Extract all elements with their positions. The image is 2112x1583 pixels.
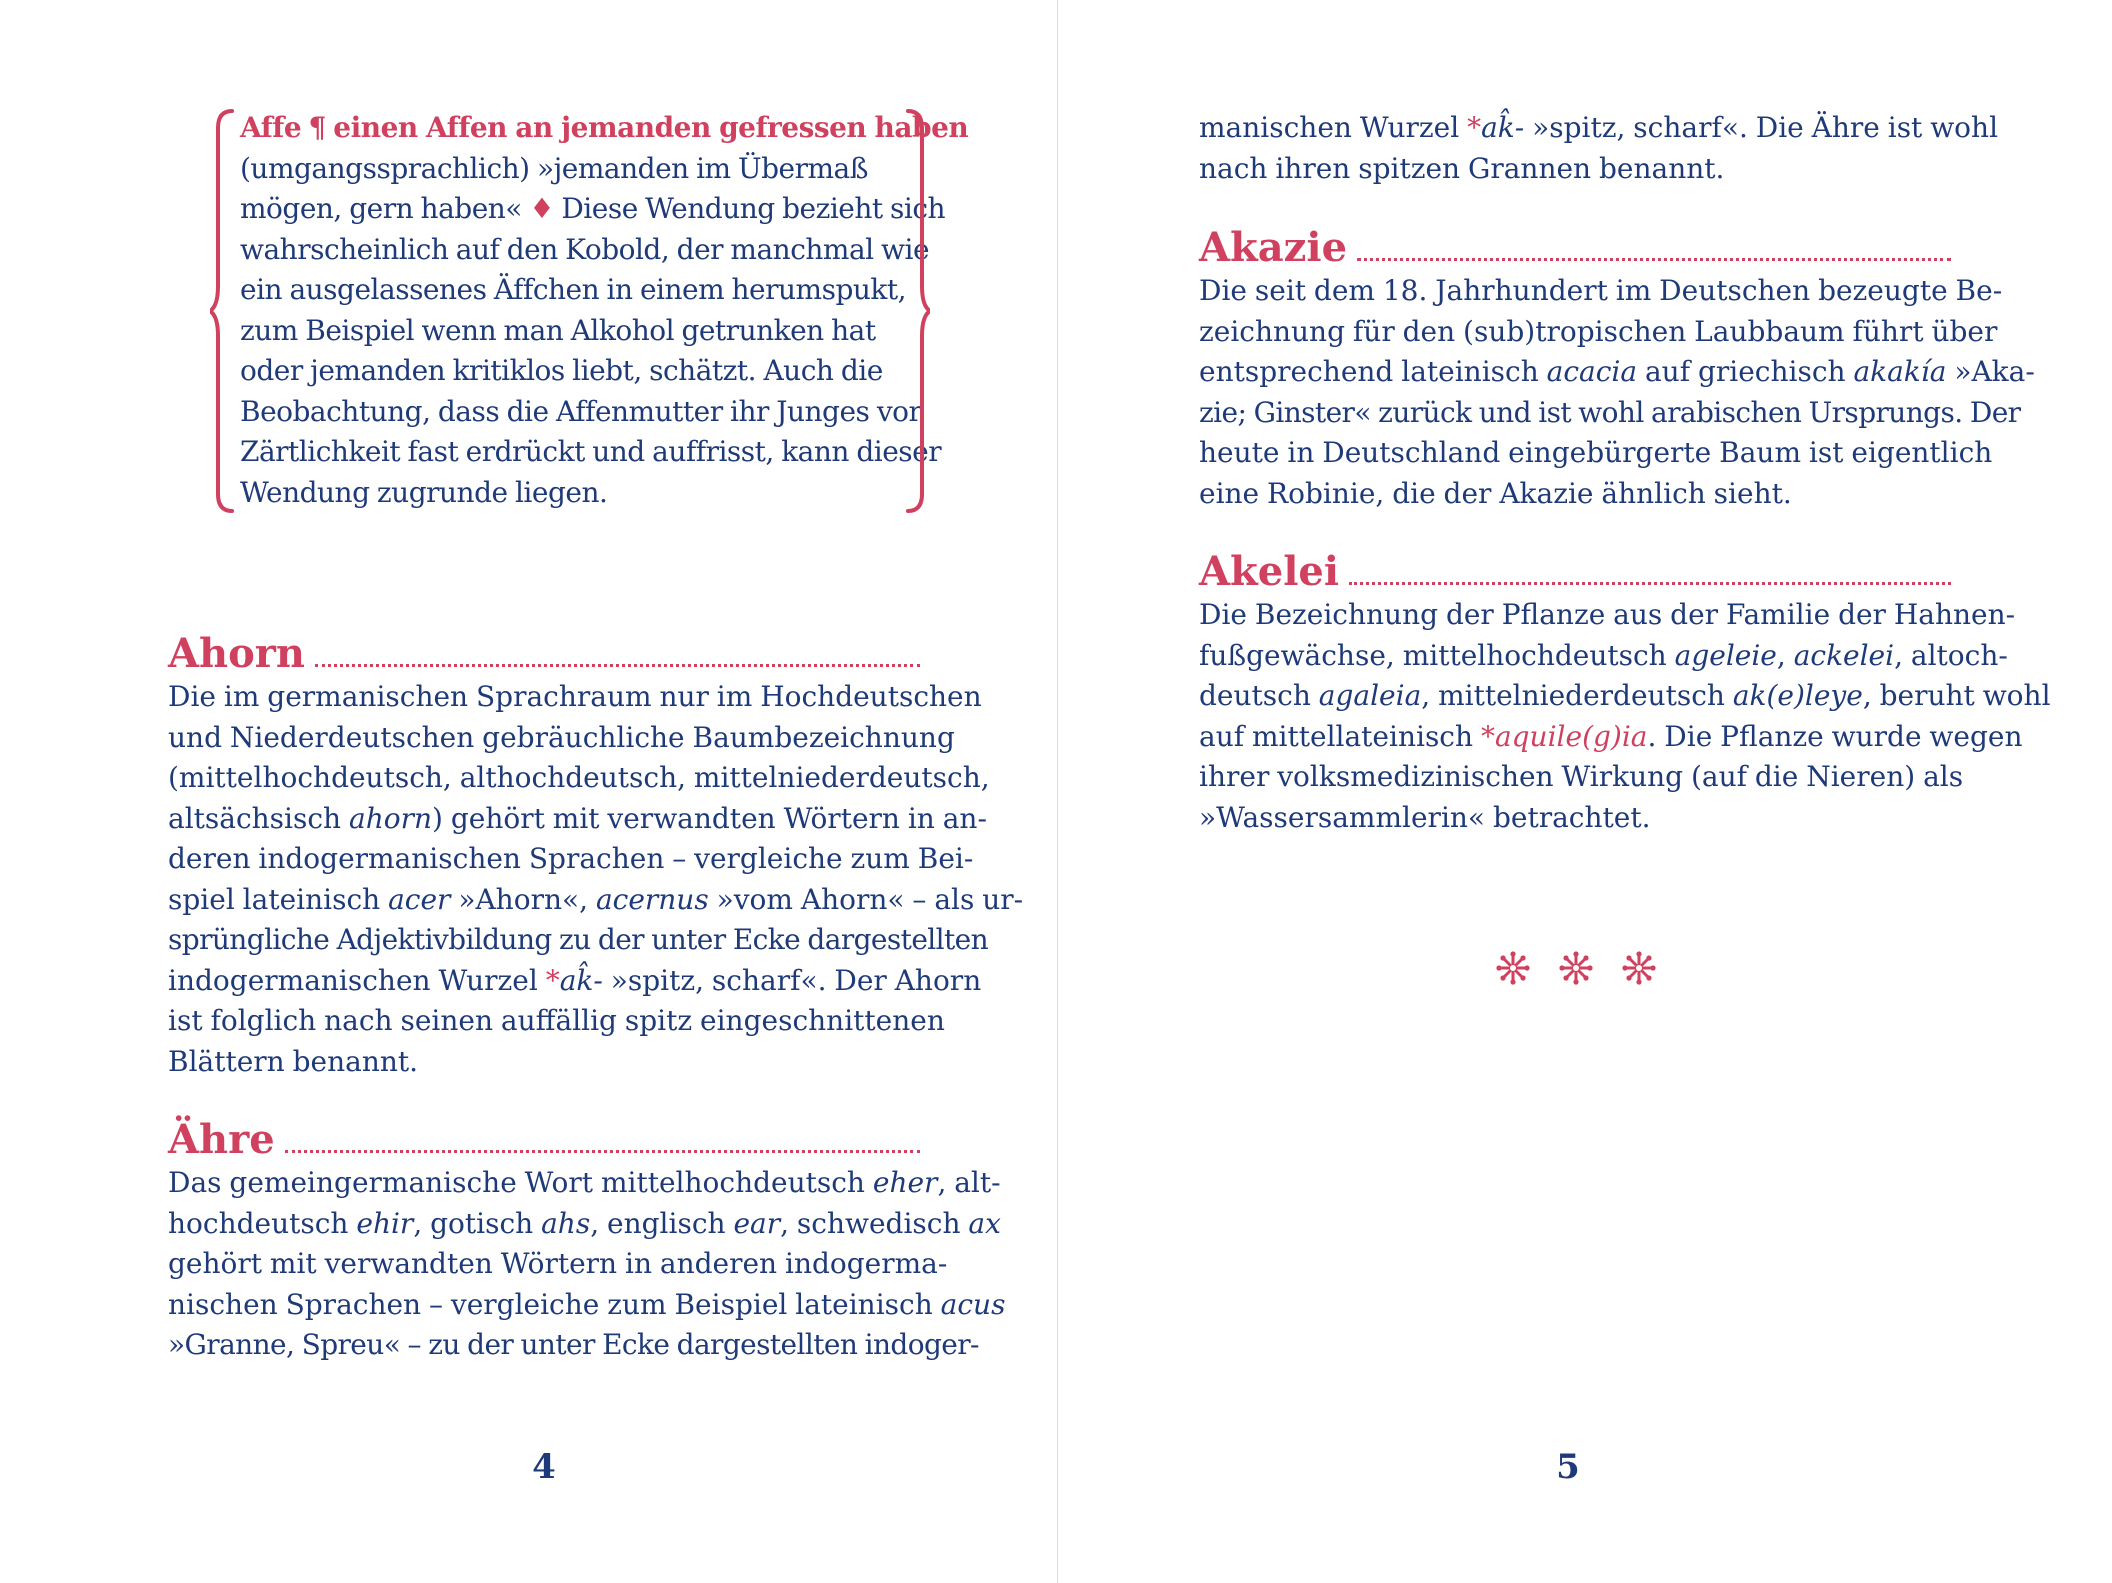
- body-text: auf griechisch: [1644, 355, 1846, 388]
- italic-term: ackelei: [1793, 638, 1895, 672]
- body-line: heute in Deutschland eingebürgerte Baum ist eigentlich: [1199, 436, 1993, 469]
- headword-akazie: Akazie: [1199, 224, 1348, 271]
- callout-line: (umgangssprachlich) »jemanden im Übermaß: [240, 151, 868, 185]
- asterism-flower-icon: [1622, 951, 1656, 985]
- body-text: , schwedisch: [780, 1206, 961, 1240]
- italic-term: aquile(g)ia: [1494, 719, 1648, 753]
- pilcrow-symbol: ¶: [308, 111, 326, 144]
- callout-text: [240, 108, 969, 513]
- body-text: , alt-: [937, 1166, 1001, 1199]
- italic-term: ak̂-: [559, 963, 603, 997]
- body-text: nischen Sprachen – vergleiche zum Beispiel lateinisch: [168, 1287, 933, 1321]
- body-line: ist folglich nach seinen auffällig spitz eingeschnittenen: [168, 1004, 945, 1037]
- body-line: und Niederdeutschen gebräuchliche Baumbezeichnung: [168, 720, 955, 754]
- dotted-leader: [315, 664, 920, 667]
- body-line: Die im germanischen Sprachraum nur im Hochdeutschen: [168, 680, 982, 713]
- body-text: , beruht wohl: [1862, 679, 2051, 712]
- body-line: Blättern benannt.: [168, 1044, 419, 1078]
- asterism-flower-icon: [1496, 951, 1530, 985]
- body-text: Das gemeingermanische Wort mittelhochdeutsch: [168, 1166, 865, 1199]
- body-text: manischen Wurzel: [1199, 111, 1460, 144]
- body-text: »spitz, scharf«. Die Ähre ist wohl: [1532, 111, 1999, 144]
- body-text: »Aka-: [1954, 355, 2035, 388]
- body-text: indogermanischen Wurzel: [168, 963, 538, 997]
- body-text: ,: [1776, 638, 1786, 672]
- entry-header-akelei: [1199, 548, 1951, 595]
- diamond-icon: ♦: [529, 192, 554, 225]
- body-line: eine Robinie, die der Akazie ähnlich sieht.: [1199, 476, 1792, 510]
- entry-body-ahorn: [168, 677, 1024, 1082]
- body-text: »spitz, scharf«. Der Ahorn: [610, 963, 982, 997]
- italic-term: acer: [388, 882, 451, 916]
- body-text: hochdeutsch: [168, 1206, 349, 1240]
- body-text: ) gehört mit verwandten Wörtern in an-: [432, 801, 987, 835]
- body-line: ihrer volksmedizinischen Wirkung (auf die Nieren) als: [1199, 760, 1964, 793]
- callout-line: Zärtlichkeit fast erdrückt und auffrisst, kann dieser: [240, 435, 942, 468]
- idiom-callout: [210, 108, 969, 514]
- body-text: entsprechend lateinisch: [1199, 355, 1539, 388]
- callout-line: mögen, gern haben«: [240, 192, 522, 225]
- asterism-flower-icon: [1559, 951, 1593, 985]
- callout-line: Wendung zugrunde liegen.: [240, 475, 608, 509]
- right-page: [1058, 0, 2112, 1583]
- body-text: , gotisch: [413, 1206, 534, 1240]
- body-line: »Wassersammlerin« betrachtet.: [1199, 800, 1651, 834]
- ornament-divider: [1496, 951, 1656, 985]
- dotted-leader: [285, 1150, 920, 1153]
- callout-line: Diese Wendung bezieht sich: [561, 192, 946, 225]
- italic-term: ak(e)leye: [1732, 679, 1863, 712]
- body-line: sprüngliche Adjektivbildung zu der unter Ecke dargestellten: [168, 923, 989, 956]
- entry-body-akazie: [1199, 271, 2035, 514]
- body-text: auf mittellateinisch: [1199, 719, 1474, 753]
- body-line: Die Bezeichnung der Pflanze aus der Familie der Hahnen-: [1199, 598, 2016, 631]
- italic-term: ak̂-: [1481, 111, 1525, 144]
- entry-header-akazie: [1199, 224, 1951, 271]
- italic-term: akakía: [1853, 355, 1947, 388]
- italic-term: agaleia: [1318, 679, 1422, 712]
- page-number-left: 4: [532, 1447, 556, 1487]
- body-text: , mittelniederdeutsch: [1421, 679, 1725, 712]
- body-text: »vom Ahorn« – als ur-: [716, 882, 1024, 916]
- italic-term: acus: [940, 1287, 1006, 1321]
- body-text: »Ahorn«,: [458, 882, 589, 916]
- callout-line: oder jemanden kritiklos liebt, schätzt. Auch die: [240, 354, 883, 387]
- reconstructed-star: *: [1480, 719, 1495, 753]
- left-brace-icon: [210, 108, 236, 514]
- headword-ahorn: Ahorn: [168, 630, 305, 677]
- callout-headword: Affe: [240, 111, 302, 144]
- italic-term: ahs: [541, 1206, 591, 1240]
- body-text: deutsch: [1199, 679, 1311, 712]
- italic-term: ehir: [356, 1206, 414, 1240]
- reconstructed-star: *: [1467, 111, 1482, 144]
- headword-aehre: Ähre: [168, 1116, 275, 1163]
- entry-body-akelei: [1199, 595, 2051, 838]
- body-text: , altoch-: [1894, 638, 2008, 672]
- callout-line: zum Beispiel wenn man Alkohol getrunken hat: [240, 313, 876, 347]
- italic-term: ear: [733, 1206, 781, 1240]
- callout-line: Beobachtung, dass die Affenmutter ihr Junges vor: [240, 394, 922, 428]
- body-line: deren indogermanischen Sprachen – vergleiche zum Bei-: [168, 842, 974, 875]
- callout-line: ein ausgelassenes Äffchen in einem herumspukt,: [240, 273, 907, 306]
- page-number-right: 5: [1556, 1447, 1580, 1487]
- italic-term: ahorn: [349, 801, 433, 835]
- italic-term: acernus: [595, 882, 709, 916]
- reconstructed-star: *: [545, 963, 560, 997]
- entry-header-ahorn: [168, 630, 920, 677]
- body-line: zie; Ginster« zurück und ist wohl arabischen Ursprungs. Der: [1199, 395, 2021, 429]
- italic-term: acacia: [1546, 355, 1638, 388]
- italic-term: eher: [872, 1166, 938, 1199]
- dotted-leader: [1357, 258, 1951, 261]
- callout-line: wahrscheinlich auf den Kobold, der manchmal wie: [240, 232, 930, 266]
- body-text: fußgewächse, mittelhochdeutsch: [1199, 638, 1667, 672]
- entry-header-aehre: [168, 1116, 920, 1163]
- body-line: nach ihren spitzen Grannen benannt.: [1199, 151, 1725, 185]
- body-line: zeichnung für den (sub)tropischen Laubbaum führt über: [1199, 314, 1998, 348]
- dotted-leader: [1349, 582, 1951, 585]
- body-text: , englisch: [590, 1206, 726, 1240]
- italic-term: ageleie: [1674, 638, 1777, 672]
- right-brace-icon: [904, 108, 930, 514]
- body-line: gehört mit verwandten Wörtern in anderen indogerma-: [168, 1247, 948, 1280]
- entry-body-aehre: [168, 1163, 1006, 1366]
- callout-idiom: einen Affen an jemanden gefressen haben: [333, 111, 969, 144]
- body-line: Die seit dem 18. Jahrhundert im Deutschen bezeugte Be-: [1199, 274, 2003, 307]
- body-line: »Granne, Spreu« – zu der unter Ecke dargestellten indoger-: [168, 1328, 979, 1361]
- headword-akelei: Akelei: [1199, 548, 1340, 595]
- entry-body-aehre-continued: [1199, 108, 1999, 189]
- body-text: altsächsisch: [168, 801, 342, 835]
- body-text: . Die Pflanze wurde wegen: [1647, 719, 2023, 753]
- italic-term: ax: [968, 1206, 1001, 1240]
- body-text: spiel lateinisch: [168, 882, 381, 916]
- body-line: (mittelhochdeutsch, althochdeutsch, mittelniederdeutsch,: [168, 761, 990, 794]
